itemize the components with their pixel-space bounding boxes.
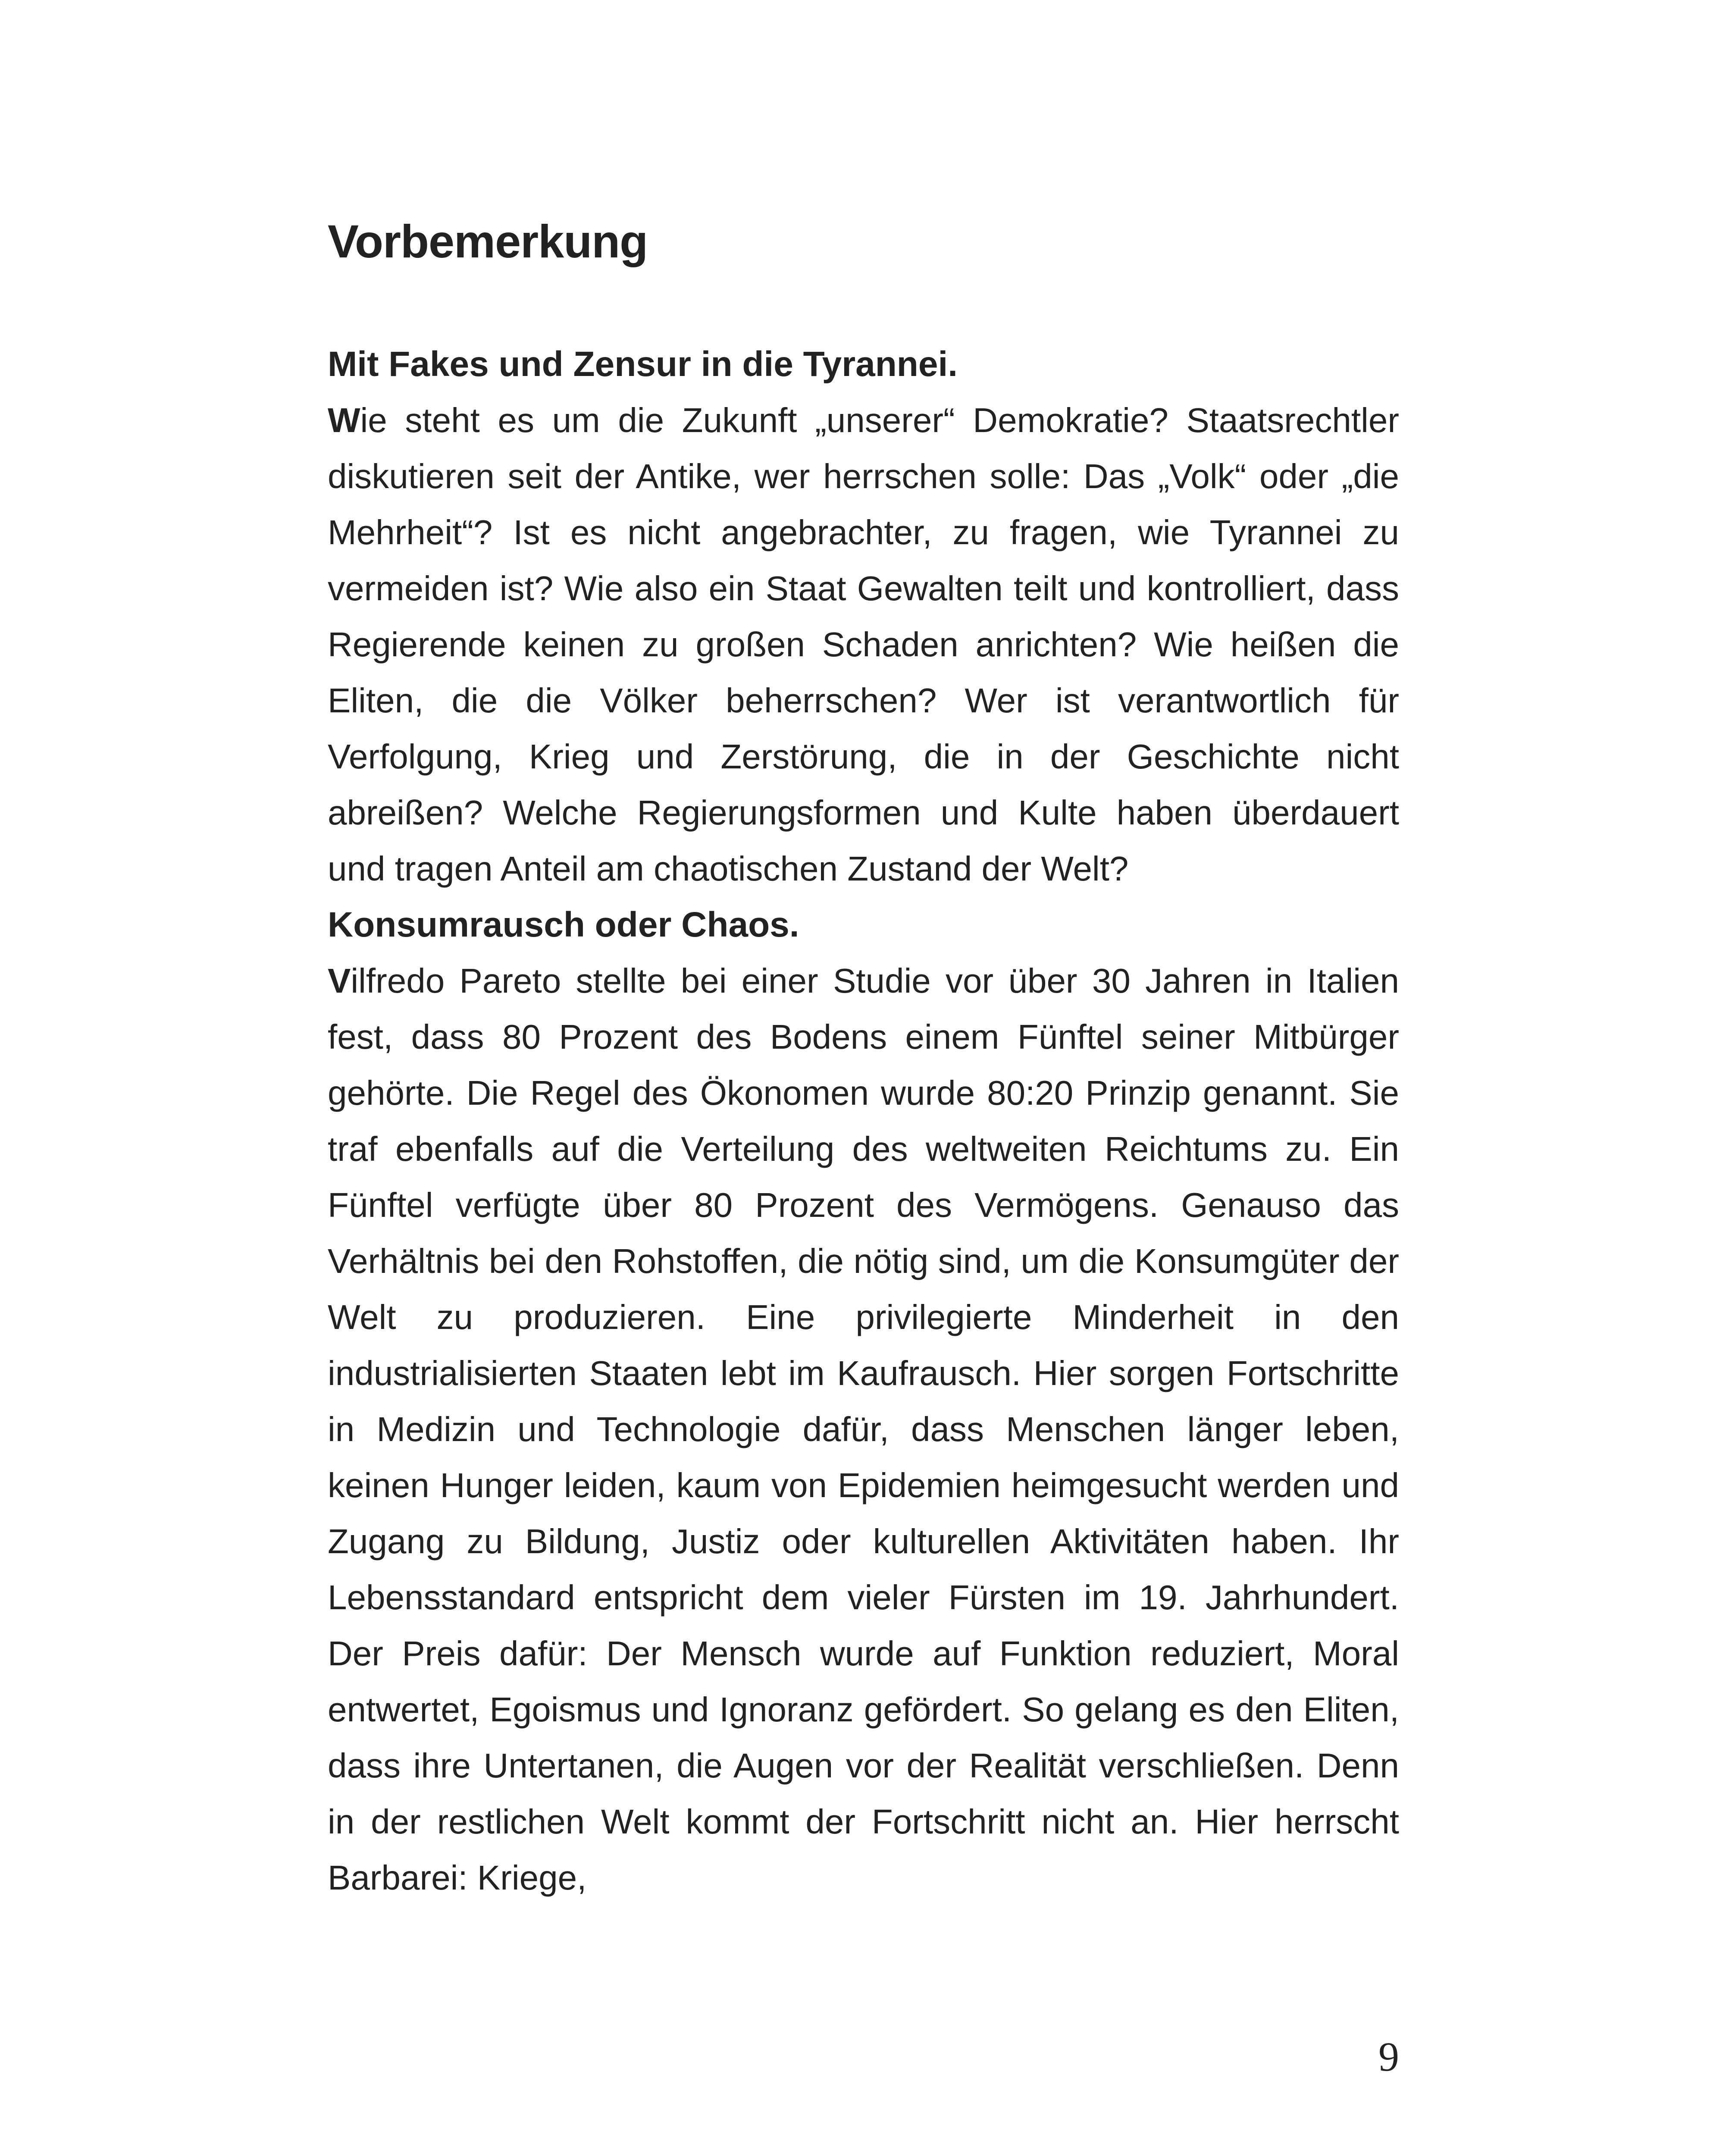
section-heading-konsumrausch: Konsumrausch oder Chaos. — [328, 905, 799, 944]
section-heading-tyrannei: Mit Fakes und Zensur in die Tyrannei. — [328, 345, 958, 384]
page-heading: Vorbemerkung — [328, 215, 648, 267]
bold-initial-letter: V — [328, 962, 351, 1000]
bold-initial-letter: W — [328, 401, 360, 439]
paragraph-text: ilfredo Pareto stellte bei einer Studie vor über 30 Jahren in Italien fest, dass 80 Prozent des Bodens einem Fünftel seiner Mitbürger gehörte. Die Regel des Ökonomen wurde 80:20 Prinzip genannt. Sie traf ebenfalls auf die Verteilung des weltweiten Reichtums zu. Ein Fünftel verfügte über 80 Prozent des Vermögens. Genauso das Verhältnis bei den Rohstoffen, die nötig sind, um die Konsumgüter der Welt zu produzieren. Eine privilegierte Minderheit in den industrialisierten Staaten lebt im Kaufrausch. Hier sorgen Fortschritte in Medizin und Technologie dafür, dass Menschen länger leben, keinen Hunger leiden, kaum von Epidemien heimgesucht werden und Zugang zu Bildung, Justiz oder kulturellen Aktivitäten haben. Ihr Lebensstandard entspricht dem vieler Fürsten im 19. Jahrhundert. Der Preis dafür: Der Mensch wurde auf Funktion reduziert, Moral entwertet, Egoismus und Ignoranz gefördert. So gelang es den Eliten, dass ihre Untertanen, die Augen vor der Realität verschließen. Denn in der restlichen Welt kommt der Fortschritt nicht an. Hier herrscht Barbarei: Kriege, — [328, 962, 1399, 1897]
page-number: 9 — [1378, 2034, 1399, 2080]
page-text-block — [328, 207, 1399, 1906]
paragraph-text: ie steht es um die Zukunft „unserer“ Demokratie? Staatsrechtler diskutieren seit der Antike, wer herrschen solle: Das „Volk“ oder „die Mehrheit“? Ist es nicht angebrachter, zu fragen, wie Tyrannei zu vermeiden ist? Wie also ein Staat Gewalten teilt und kontrolliert, dass Regierende keinen zu großen Schaden anrichten? Wie heißen die Eliten, die die Völker beherrschen? Wer ist verantwortlich für Verfolgung, Krieg und Zerstörung, die in der Geschichte nicht abreißen? Welche Regierungsformen und Kulte haben überdauert und tragen Anteil am chaotischen Zustand der Welt? — [328, 401, 1399, 888]
paragraph-tyrannei — [328, 392, 1399, 897]
paragraph-konsumrausch — [328, 953, 1399, 1906]
